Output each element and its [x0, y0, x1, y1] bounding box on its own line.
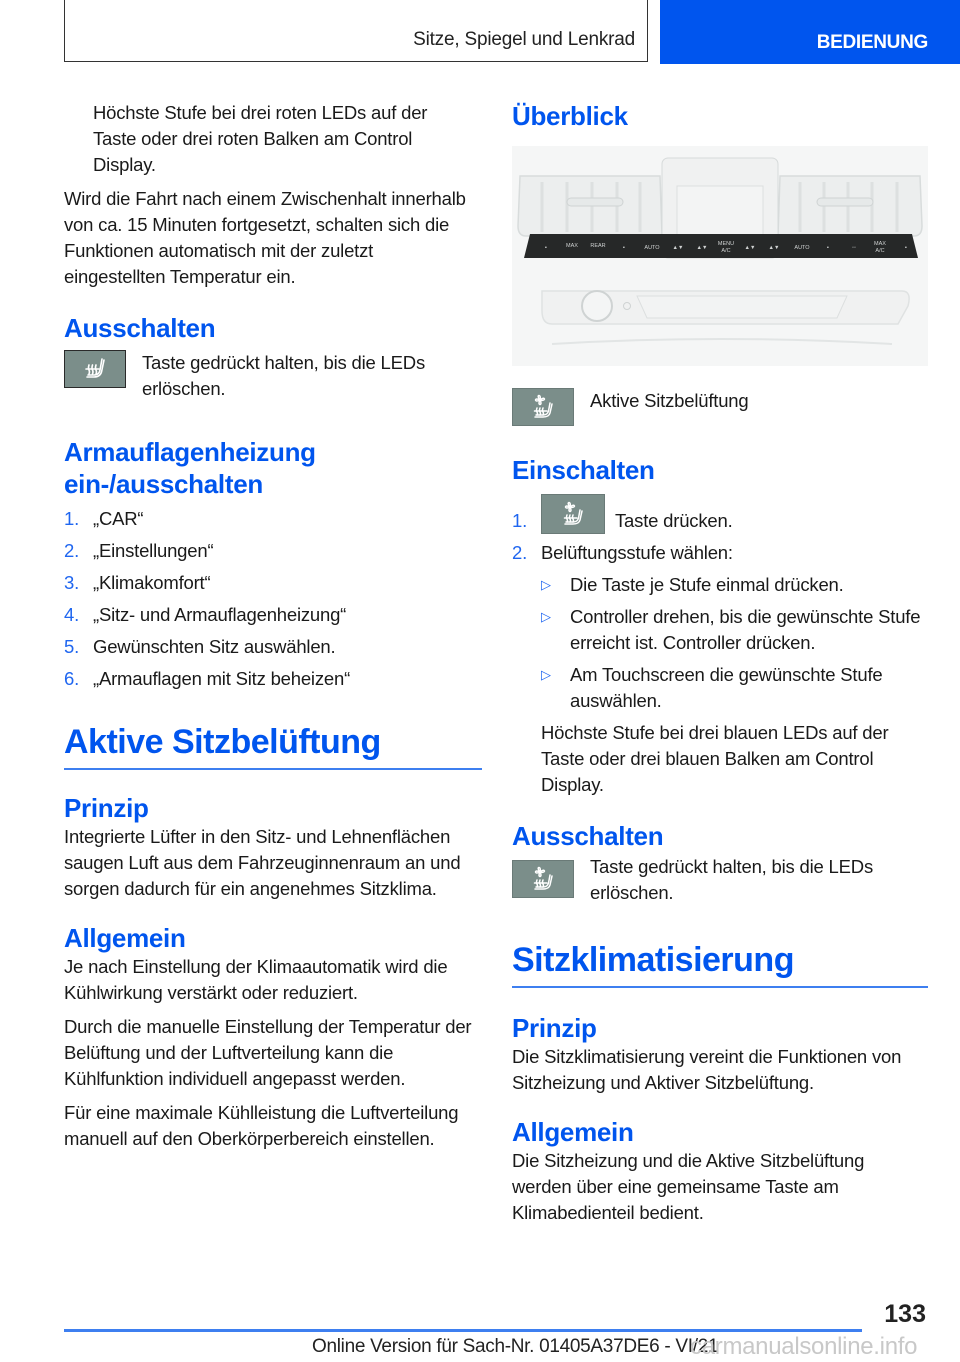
seat-ventilation-key-icon	[541, 494, 605, 534]
triangle-bullet-icon: ▷	[541, 609, 551, 624]
armauflage-steps	[64, 506, 482, 692]
svg-text:AUTO: AUTO	[644, 245, 660, 251]
footer-version: Online Version für Sach-Nr. 01405A37DE6 - VI/21	[312, 1336, 719, 1357]
sitzklima-allgemein-text: Die Sitzheizung und die Aktive Sitzbelüftung werden über eine gemeinsame Taste am Klimabedienteil bedient.	[512, 1150, 865, 1223]
svg-text:▪: ▪	[545, 245, 547, 251]
svg-text:▪: ▪	[905, 245, 907, 251]
svg-text:MENU: MENU	[717, 241, 735, 247]
ausschalten-right-instruction	[512, 856, 928, 906]
step: 2. „Einstellungen“	[64, 540, 214, 561]
heading-prinzip-right: Prinzip	[512, 1013, 597, 1043]
allgemein-para: Für eine maximale Kühlleistung die Luftverteilung manuell auf den Oberkörperbereich einstellen.	[64, 1102, 459, 1149]
figure-legend	[512, 388, 928, 426]
svg-text:▲▼: ▲▼	[696, 245, 708, 251]
triangle-bullet-icon: ▷	[541, 577, 551, 592]
heading-armauflagenheizung: Armauflagenheizung ein-/ausschalten	[64, 437, 316, 499]
heading-ausschalten: Ausschalten	[64, 313, 216, 343]
step: 1. „CAR“	[64, 508, 144, 529]
footer-divider	[64, 1329, 862, 1332]
climate-control-panel-figure	[512, 146, 928, 366]
heading-prinzip: Prinzip	[64, 793, 149, 823]
step: 2. Belüftungsstufe wählen:	[512, 542, 733, 563]
svg-text:▲▼: ▲▼	[672, 245, 684, 251]
svg-text:▪: ▪	[827, 245, 829, 251]
intro-note: Höchste Stufe bei drei roten LEDs auf der Taste oder drei roten Balken am Control Display.	[93, 102, 428, 175]
svg-text:◦◦: ◦◦	[852, 245, 856, 251]
heading-ausschalten-right: Ausschalten	[512, 821, 664, 851]
left-column	[64, 100, 482, 1152]
svg-text:REAR: REAR	[590, 243, 606, 249]
seat-ventilation-key-icon	[512, 860, 574, 898]
option: ▷ Controller drehen, bis die gewünschte Stufe erreicht ist. Controller drücken.	[541, 604, 928, 656]
step: 6. „Armauflagen mit Sitz beheizen“	[64, 668, 351, 689]
heading-ueberblick: Überblick	[512, 101, 628, 131]
option: ▷ Am Touchscreen die gewünschte Stufe auswählen.	[541, 662, 928, 714]
step: 5. Gewünschten Sitz auswählen.	[64, 636, 336, 657]
option: ▷ Die Taste je Stufe einmal drücken.	[541, 572, 928, 598]
chapter-header	[64, 0, 648, 62]
chapter-title: Sitze, Spiegel und Lenkrad	[413, 29, 635, 50]
sitzklima-prinzip-text: Die Sitzklimatisierung vereint die Funktionen von Sitzheizung und Aktiver Sitzbelüftung.	[512, 1046, 902, 1093]
triangle-bullet-icon: ▷	[541, 667, 551, 682]
legend-text: Aktive Sitzbelüftung	[590, 390, 749, 411]
einschalten-steps	[512, 494, 928, 566]
heading-sitzklimatisierung: Sitzklimatisierung	[512, 940, 928, 988]
page-number: 133	[884, 1300, 926, 1328]
heading-aktive-sitzbelueftung: Aktive Sitzbelüftung	[64, 722, 482, 770]
prinzip-text: Integrierte Lüfter in den Sitz- und Lehnenflächen saugen Luft aus dem Fahrzeuginnenraum an und sorgen dadurch für ein angenehmes Sitzklima.	[64, 826, 461, 899]
section-title: BEDIENUNG	[816, 32, 928, 53]
ausschalten-instruction	[64, 350, 482, 402]
right-column	[512, 100, 928, 1226]
intro-paragraph: Wird die Fahrt nach einem Zwischenhalt innerhalb von ca. 15 Minuten fortgesetzt, schalten sich die Funktionen automatisch mit der zuletzt eingestellten Temperatur ein.	[64, 188, 466, 287]
svg-text:MAX: MAX	[874, 241, 886, 247]
einschalten-note: Höchste Stufe bei drei blauen LEDs auf der Taste oder drei blauen Balken am Control Display.	[541, 722, 889, 795]
svg-text:▲▼: ▲▼	[744, 245, 756, 251]
section-tab	[660, 0, 960, 64]
heading-einschalten: Einschalten	[512, 455, 655, 485]
svg-text:▪: ▪	[623, 245, 625, 251]
ausschalten-right-text: Taste gedrückt halten, bis die LEDs erlöschen.	[590, 856, 873, 903]
watermark: carmanualsonline.info	[690, 1333, 918, 1360]
allgemein-para: Durch die manuelle Einstellung der Temperatur der Belüftung und der Luftverteilung kann die Kühlfunktion individuell angepasst werden.	[64, 1016, 472, 1089]
seat-heating-key-icon	[64, 350, 126, 388]
svg-text:▲▼: ▲▼	[768, 245, 780, 251]
svg-text:AUTO: AUTO	[794, 245, 810, 251]
seat-ventilation-key-icon	[512, 388, 574, 426]
step: 1. Taste drücken.	[512, 494, 928, 534]
ausschalten-text: Taste gedrückt halten, bis die LEDs erlöschen.	[142, 352, 425, 399]
heading-allgemein: Allgemein	[64, 923, 186, 953]
svg-text:A/C: A/C	[875, 248, 885, 254]
step: 4. „Sitz- und Armauflagenheizung“	[64, 604, 347, 625]
step: 3. „Klimakomfort“	[64, 572, 211, 593]
svg-text:A/C: A/C	[721, 248, 731, 254]
allgemein-para: Je nach Einstellung der Klimaautomatik wird die Kühlwirkung verstärkt oder reduziert.	[64, 956, 448, 1003]
svg-text:MAX: MAX	[566, 243, 578, 249]
einschalten-options	[512, 572, 928, 714]
heading-allgemein-right: Allgemein	[512, 1117, 634, 1147]
dashboard-illustration	[512, 146, 928, 366]
